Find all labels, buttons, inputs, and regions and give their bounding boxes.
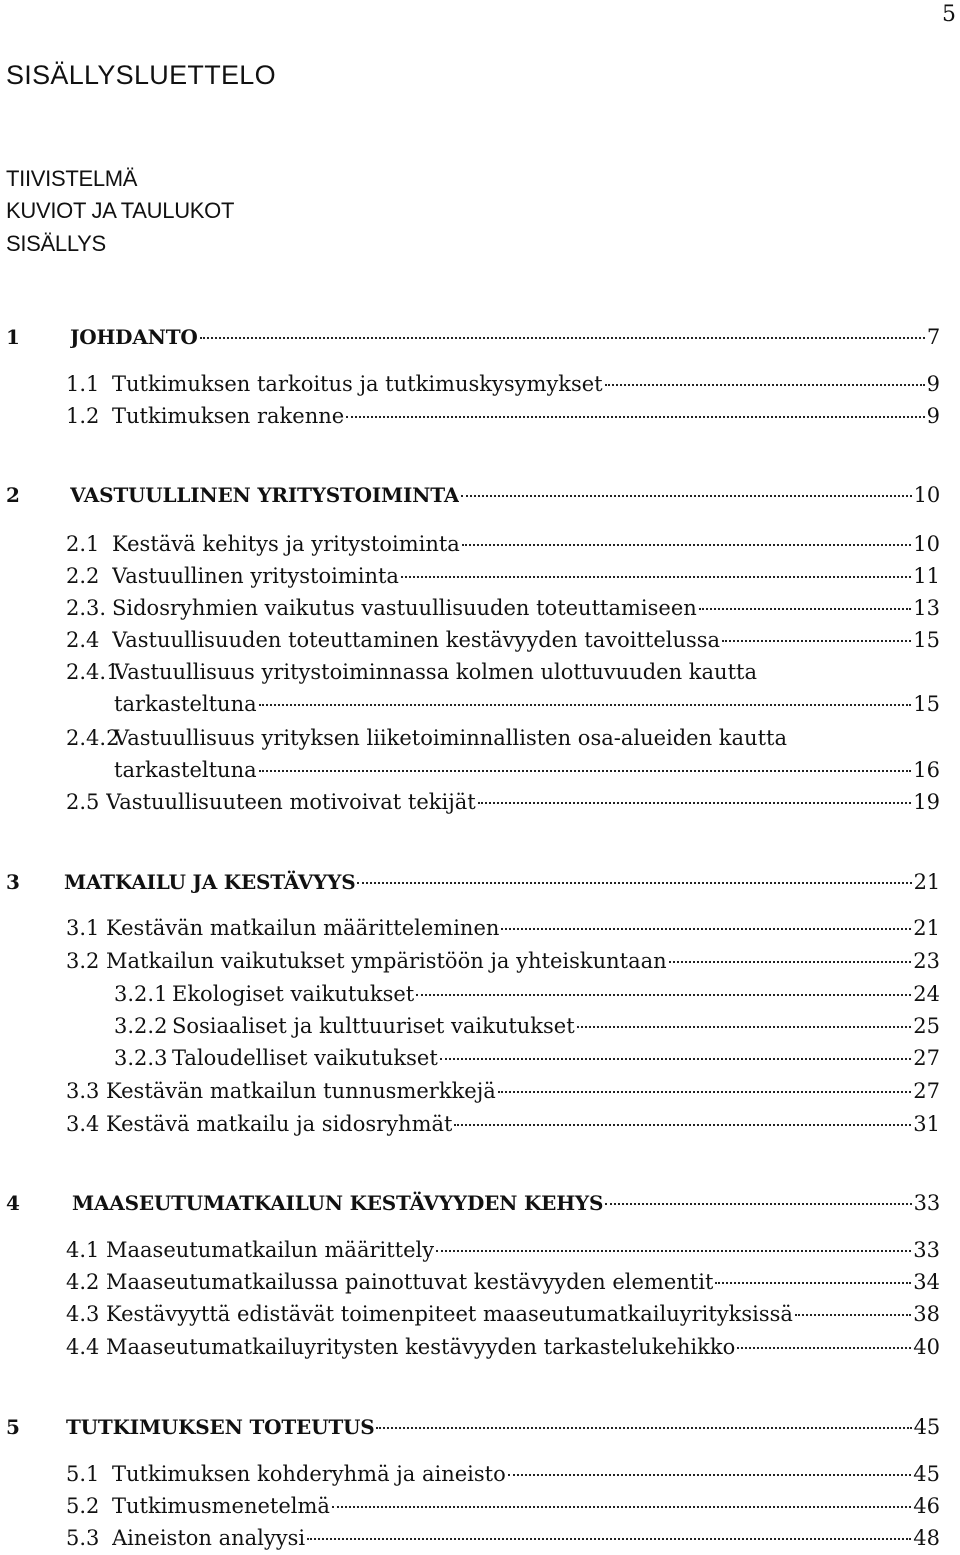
toc-label: Sidosryhmien vaikutus vastuullisuuden toteuttamiseen (112, 596, 697, 620)
toc-section-2-1[interactable] (66, 527, 940, 561)
toc-page: 48 (913, 1526, 940, 1550)
toc-number: 3.1 (66, 916, 100, 940)
toc-page: 21 (913, 916, 940, 940)
toc-page: 27 (913, 1079, 940, 1103)
toc-subsection-2-4-2[interactable] (114, 753, 940, 787)
toc-label: Kestävän matkailun määritteleminen (106, 916, 500, 940)
toc-label: JOHDANTO (70, 325, 198, 349)
toc-label: Maaseutumatkailun määrittely (106, 1238, 435, 1262)
toc-section-3-1[interactable] (66, 911, 940, 945)
toc-label: Kestävä matkailu ja sidosryhmät (106, 1112, 453, 1136)
toc-number: 3 (6, 870, 20, 894)
toc-label: Vastuullisuus yritystoiminnassa kolmen ulottuvuuden kautta (114, 660, 757, 684)
toc-label: Aineiston analyysi (112, 1526, 306, 1550)
toc-page: 38 (913, 1302, 940, 1326)
toc-page: 31 (913, 1112, 940, 1136)
toc-number: 2.1 (66, 532, 100, 556)
toc-number: 3.3 (66, 1079, 100, 1103)
toc-section-4-3[interactable] (66, 1297, 940, 1331)
toc-page: 33 (913, 1191, 940, 1215)
dot-leader (357, 882, 911, 884)
dot-leader (346, 416, 924, 418)
toc-page: 10 (913, 483, 940, 507)
dot-leader (699, 608, 911, 610)
toc-number: 4 (6, 1191, 20, 1215)
toc-number: 2.4 (66, 628, 100, 652)
toc-number: 4.2 (66, 1270, 100, 1294)
toc-page: 34 (913, 1270, 940, 1294)
toc-page: 11 (913, 564, 940, 588)
dot-leader (401, 576, 911, 578)
toc-section-2-4[interactable] (66, 623, 940, 657)
toc-label: Kestävän matkailun tunnusmerkkejä (106, 1079, 496, 1103)
toc-label: VASTUULLINEN YRITYSTOIMINTA (70, 483, 460, 507)
toc-label: Kestävyyttä edistävät toimenpiteet maaseutumatkailuyrityksissä (106, 1302, 793, 1326)
toc-subsection-3-2-3[interactable] (114, 1041, 940, 1075)
dot-leader (440, 1058, 911, 1060)
toc-number: 5.3 (66, 1526, 100, 1550)
dot-leader (722, 640, 911, 642)
dot-leader (376, 1427, 911, 1429)
toc-label-continued: tarkasteltuna (114, 692, 257, 716)
toc-section-1-2[interactable] (66, 399, 940, 433)
toc-section-1-1[interactable] (66, 367, 940, 401)
toc-page: 25 (913, 1014, 940, 1038)
toc-page: 10 (913, 532, 940, 556)
toc-subsection-2-4-1-line1[interactable] (66, 655, 940, 689)
toc-number: 2.4.1 (66, 660, 120, 684)
toc-page: 24 (913, 982, 940, 1006)
dot-leader (200, 337, 925, 339)
toc-number: 5 (6, 1415, 20, 1439)
dot-leader (669, 961, 912, 963)
toc-label: Kestävä kehitys ja yritystoiminta (112, 532, 460, 556)
dot-leader (454, 1124, 911, 1126)
toc-label: Tutkimuksen kohderyhmä ja aineisto (112, 1462, 506, 1486)
toc-label-continued: tarkasteltuna (114, 758, 257, 782)
toc-label: TUTKIMUKSEN TOTEUTUS (66, 1415, 375, 1439)
toc-number: 2.4.2 (66, 726, 120, 750)
toc-number: 1.1 (66, 372, 100, 396)
toc-label: Maaseutumatkailuyritysten kestävyyden tarkastelukehikko (106, 1335, 736, 1359)
toc-page: 23 (913, 949, 940, 973)
toc-page: 27 (913, 1046, 940, 1070)
toc-page: 15 (913, 628, 940, 652)
toc-label: Matkailun vaikutukset ympäristöön ja yhteiskuntaan (106, 949, 667, 973)
toc-label: Ekologiset vaikutukset (172, 982, 415, 1006)
dot-leader (605, 384, 925, 386)
toc-label: Tutkimuksen rakenne (112, 404, 345, 428)
dot-leader (605, 1203, 911, 1205)
toc-section-3-2[interactable] (66, 944, 940, 978)
toc-chapter-5[interactable] (6, 1410, 940, 1444)
toc-number: 2.2 (66, 564, 100, 588)
toc-label: Maaseutumatkailussa painottuvat kestävyyden elementit (106, 1270, 714, 1294)
dot-leader (478, 802, 912, 804)
toc-number: 3.4 (66, 1112, 100, 1136)
toc-label: MATKAILU JA KESTÄVYYS (64, 870, 356, 894)
toc-number: 1.2 (66, 404, 100, 428)
toc-page: 45 (913, 1462, 940, 1486)
front-matter-contents: SISÄLLYS (6, 231, 106, 256)
toc-section-5-3[interactable] (66, 1521, 940, 1555)
toc-number: 3.2.2 (114, 1014, 168, 1038)
toc-label: MAASEUTUMATKAILUN KESTÄVYYDEN KEHYS (72, 1191, 604, 1215)
front-matter-abstract: TIIVISTELMÄ (6, 166, 138, 191)
toc-section-2-2[interactable] (66, 559, 940, 593)
toc-label: Tutkimuksen tarkoitus ja tutkimuskysymykset (112, 372, 603, 396)
toc-subsection-3-2-2[interactable] (114, 1009, 940, 1043)
toc-section-5-1[interactable] (66, 1457, 940, 1491)
toc-section-3-3[interactable] (66, 1074, 940, 1108)
dot-leader (795, 1314, 911, 1316)
toc-section-4-1[interactable] (66, 1233, 940, 1267)
toc-section-2-5[interactable] (66, 785, 940, 819)
dot-leader (737, 1347, 911, 1349)
toc-label: Tutkimusmenetelmä (112, 1494, 330, 1518)
dot-leader (501, 928, 911, 930)
toc-label: Sosiaaliset ja kulttuuriset vaikutukset (172, 1014, 575, 1038)
toc-label: Vastuullisuuteen motivoivat tekijät (106, 790, 476, 814)
toc-page: 16 (913, 758, 940, 782)
toc-section-5-2[interactable] (66, 1489, 940, 1523)
toc-number: 2 (6, 483, 20, 507)
dot-leader (715, 1282, 911, 1284)
toc-section-4-4[interactable] (66, 1330, 940, 1364)
toc-section-4-2[interactable] (66, 1265, 940, 1299)
front-matter-figures-tables: KUVIOT JA TAULUKOT (6, 198, 235, 223)
toc-number: 5.1 (66, 1462, 100, 1486)
toc-page: 21 (913, 870, 940, 894)
toc-number: 3.2.1 (114, 982, 168, 1006)
toc-number: 4.1 (66, 1238, 100, 1262)
toc-page: 45 (913, 1415, 940, 1439)
toc-page: 9 (926, 404, 940, 428)
dot-leader (307, 1538, 911, 1540)
dot-leader (461, 495, 912, 497)
page-title: SISÄLLYSLUETTELO (6, 60, 276, 90)
toc-number: 3.2 (66, 949, 100, 973)
toc-page: 19 (913, 790, 940, 814)
toc-number: 4.3 (66, 1302, 100, 1326)
dot-leader (462, 544, 911, 546)
dot-leader (259, 770, 912, 772)
toc-label: Vastuullisuuden toteuttaminen kestävyyden tavoittelussa (112, 628, 721, 652)
toc-number: 2.3. (66, 596, 107, 620)
toc-subsection-2-4-2-line1[interactable] (66, 721, 940, 755)
toc-page: 7 (926, 325, 940, 349)
toc-page: 15 (913, 692, 940, 716)
toc-chapter-2[interactable] (6, 478, 940, 512)
dot-leader (332, 1506, 911, 1508)
toc-label: Taloudelliset vaikutukset (172, 1046, 438, 1070)
toc-page: 46 (913, 1494, 940, 1518)
toc-page: 9 (926, 372, 940, 396)
toc-subsection-3-2-1[interactable] (114, 977, 940, 1011)
toc-label: Vastuullinen yritystoiminta (112, 564, 399, 588)
toc-label: Vastuullisuus yrityksen liiketoiminnallisten osa-alueiden kautta (114, 726, 787, 750)
toc-chapter-3[interactable] (6, 865, 940, 899)
toc-chapter-4[interactable] (6, 1186, 940, 1220)
page-number: 5 (942, 2, 956, 27)
toc-section-3-4[interactable] (66, 1107, 940, 1141)
toc-section-2-3[interactable] (66, 591, 940, 625)
dot-leader (259, 704, 912, 706)
dot-leader (416, 994, 911, 996)
toc-page: 33 (913, 1238, 940, 1262)
dot-leader (508, 1474, 912, 1476)
toc-number: 4.4 (66, 1335, 100, 1359)
toc-chapter-1[interactable] (6, 320, 940, 354)
toc-page: 13 (913, 596, 940, 620)
toc-page: 40 (913, 1335, 940, 1359)
toc-number: 3.2.3 (114, 1046, 168, 1070)
toc-number: 1 (6, 325, 20, 349)
dot-leader (498, 1091, 912, 1093)
toc-number: 5.2 (66, 1494, 100, 1518)
toc-number: 2.5 (66, 790, 100, 814)
dot-leader (577, 1026, 912, 1028)
dot-leader (436, 1250, 911, 1252)
toc-subsection-2-4-1[interactable] (114, 687, 940, 721)
